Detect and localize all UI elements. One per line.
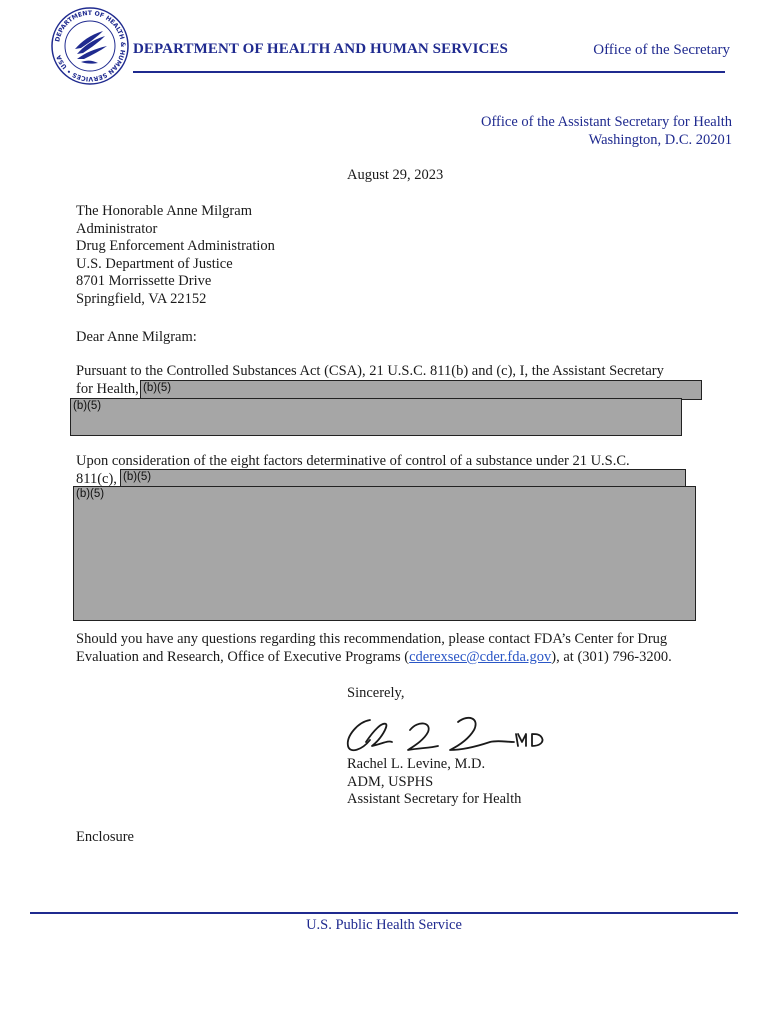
sender-address-line: Washington, D.C. 20201 <box>588 132 732 148</box>
redaction-box <box>70 398 682 436</box>
footer-divider <box>30 912 738 914</box>
paragraph-line: for Health, <box>76 380 139 397</box>
letter-date: August 29, 2023 <box>347 167 444 183</box>
signer-title: Assistant Secretary for Health <box>347 791 522 807</box>
paragraph-3 <box>76 631 706 666</box>
contact-email-link[interactable]: cderexsec@cder.fda.gov <box>409 648 552 665</box>
seal-text: DEPARTMENT OF HEALTH & HUMAN SERVICES • USA <box>54 9 127 83</box>
paragraph-text: ), at (301) 796-3200. <box>551 648 672 665</box>
office-of-secretary: Office of the Secretary <box>593 42 730 58</box>
recipient-address <box>76 203 275 308</box>
department-name: DEPARTMENT OF HEALTH AND HUMAN SERVICES <box>133 41 508 57</box>
redaction-box <box>120 469 686 487</box>
signer-name: Rachel L. Levine, M.D. <box>347 756 486 772</box>
recipient-line: U.S. Department of Justice <box>76 255 233 272</box>
signer-block <box>347 756 521 809</box>
header-divider <box>133 71 725 73</box>
paragraph-text: Evaluation and Research, Office of Executive Programs ( <box>76 648 410 665</box>
redaction-label: (b)(5) <box>123 471 152 483</box>
footer-text: U.S. Public Health Service <box>306 917 462 933</box>
recipient-line: The Honorable Anne Milgram <box>76 203 252 219</box>
recipient-line: Springfield, VA 22152 <box>76 290 207 307</box>
recipient-line: Administrator <box>76 220 158 237</box>
recipient-line: 8701 Morrissette Drive <box>76 273 212 289</box>
redaction-label: (b)(5) <box>143 382 172 394</box>
paragraph-line: 811(c), <box>76 470 117 487</box>
signer-rank: ADM, USPHS <box>347 773 434 790</box>
recipient-line: Drug Enforcement Administration <box>76 238 275 254</box>
redaction-box <box>73 486 696 621</box>
paragraph-line: Should you have any questions regarding this recommendation, please contact FDA’s Center for Drug <box>76 631 668 647</box>
enclosure-note: Enclosure <box>76 829 134 845</box>
closing: Sincerely, <box>347 685 405 701</box>
paragraph-line: Pursuant to the Controlled Substances Act (CSA), 21 U.S.C. 811(b) and (c), I, the Assistant Secretary <box>76 363 664 379</box>
paragraph-line: Upon consideration of the eight factors determinative of control of a substance under 21 U.S.C. <box>76 453 630 469</box>
hhs-seal-logo <box>50 6 130 86</box>
redaction-label: (b)(5) <box>76 488 105 500</box>
sender-address <box>481 113 732 149</box>
handwritten-signature <box>342 712 554 758</box>
sender-address-line: Office of the Assistant Secretary for Health <box>481 114 732 130</box>
redaction-box <box>140 380 702 400</box>
paragraph-line <box>76 649 706 667</box>
salutation: Dear Anne Milgram: <box>76 329 197 345</box>
redaction-label: (b)(5) <box>73 400 102 412</box>
